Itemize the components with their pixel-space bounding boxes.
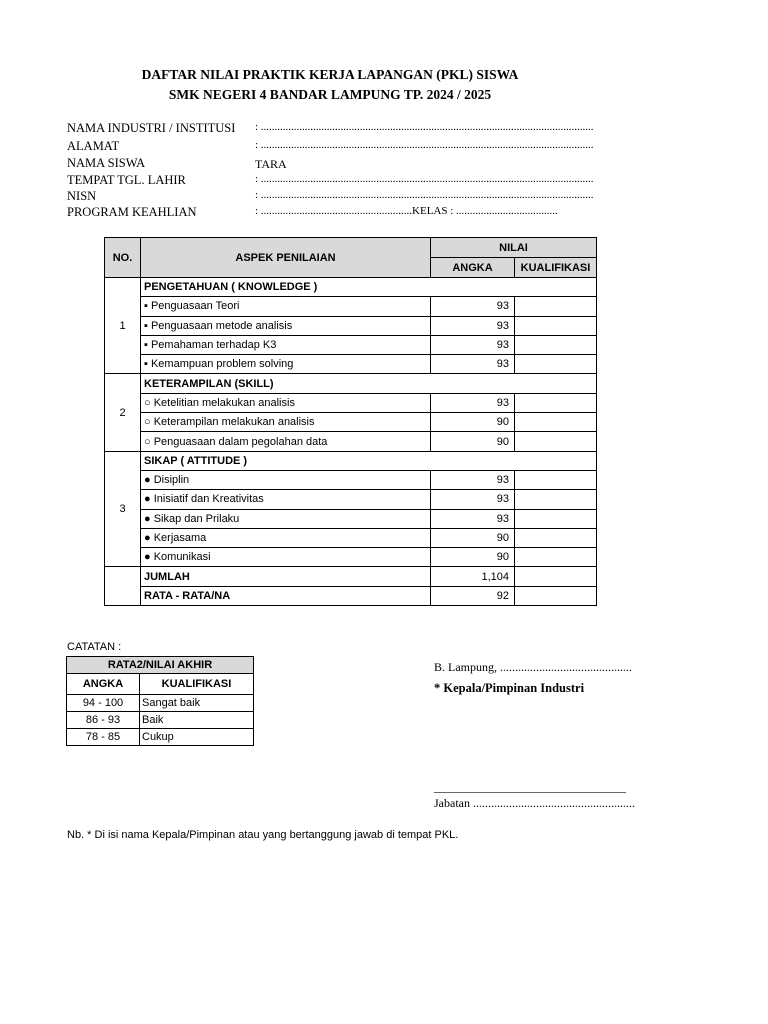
section-title: KETERAMPILAN (SKILL) — [141, 374, 597, 393]
col-header-kualifikasi: KUALIFIKASI — [515, 258, 597, 278]
grade-col-kualifikasi: KUALIFIKASI — [140, 674, 254, 695]
aspect-score: 90 — [431, 528, 515, 547]
aspect-score: 93 — [431, 316, 515, 335]
grade-range: 94 - 100 — [67, 695, 140, 712]
table-row — [105, 490, 597, 509]
jumlah-no-cell — [105, 567, 141, 586]
aspect-score: 93 — [431, 355, 515, 374]
table-row — [105, 432, 597, 451]
aspect-score: 93 — [431, 393, 515, 412]
table-row — [105, 316, 597, 335]
aspect-label: ○ Ketelitian melakukan analisis — [141, 393, 431, 412]
signature-place-date: B. Lampung, ............................................ — [434, 660, 632, 674]
grade-range: 86 - 93 — [67, 712, 140, 729]
section-number: 3 — [105, 451, 141, 567]
info-value: : ......................................................................................................................... — [255, 173, 594, 185]
grade-range: 78 - 85 — [67, 729, 140, 746]
aspect-kualifikasi — [515, 355, 597, 374]
info-label: NAMA SISWA — [67, 156, 146, 170]
rata-label: RATA - RATA/NA — [141, 586, 431, 605]
aspect-score: 93 — [431, 335, 515, 354]
section-number: 2 — [105, 374, 141, 451]
table-row — [105, 297, 597, 316]
aspect-score: 93 — [431, 490, 515, 509]
aspect-kualifikasi — [515, 297, 597, 316]
rata-kualifikasi — [515, 586, 597, 605]
grade-table-title: RATA2/NILAI AKHIR — [67, 657, 254, 674]
aspect-label: ○ Keterampilan melakukan analisis — [141, 413, 431, 432]
signature-role: * Kepala/Pimpinan Industri — [434, 681, 585, 695]
grade-kualifikasi: Baik — [140, 712, 254, 729]
aspect-score: 93 — [431, 509, 515, 528]
signature-jabatan: Jabatan ...................................................... — [434, 796, 635, 810]
aspect-label: ▪ Penguasaan Teori — [141, 297, 431, 316]
info-value: : ......................................................................................................................... — [255, 139, 594, 151]
col-header-no: NO. — [105, 238, 141, 278]
aspect-kualifikasi — [515, 548, 597, 567]
aspect-kualifikasi — [515, 413, 597, 432]
aspect-score: 93 — [431, 470, 515, 489]
table-row — [105, 528, 597, 547]
aspect-kualifikasi — [515, 470, 597, 489]
info-label: TEMPAT TGL. LAHIR — [67, 173, 186, 187]
rata-value: 92 — [431, 586, 515, 605]
section-title: PENGETAHUAN ( KNOWLEDGE ) — [141, 278, 597, 297]
col-header-nilai: NILAI — [431, 238, 597, 258]
aspect-kualifikasi — [515, 509, 597, 528]
info-label: ALAMAT — [67, 139, 120, 153]
footnote: Nb. * Di isi nama Kepala/Pimpinan atau yang bertanggung jawab di tempat PKL. — [67, 829, 459, 841]
aspect-label: ● Komunikasi — [141, 548, 431, 567]
aspect-label: ● Inisiatif dan Kreativitas — [141, 490, 431, 509]
table-row — [105, 413, 597, 432]
aspect-label: ▪ Penguasaan metode analisis — [141, 316, 431, 335]
col-header-aspek: ASPEK PENILAIAN — [141, 238, 431, 278]
aspect-score: 93 — [431, 297, 515, 316]
info-value: : ......................................................................................................................... — [255, 121, 594, 133]
document-title-line2: SMK NEGERI 4 BANDAR LAMPUNG TP. 2024 / 2025 — [168, 87, 492, 102]
catatan-label: CATATAN : — [67, 641, 122, 653]
aspect-score: 90 — [431, 548, 515, 567]
aspect-label: ● Disiplin — [141, 470, 431, 489]
info-value: : ......................................................................................................................... — [255, 189, 594, 201]
document-title-line1: DAFTAR NILAI PRAKTIK KERJA LAPANGAN (PKL) SISWA — [141, 67, 519, 82]
info-label: NISN — [67, 189, 97, 203]
rata-no-cell — [105, 586, 141, 605]
aspect-label: ▪ Pemahaman terhadap K3 — [141, 335, 431, 354]
col-header-angka: ANGKA — [431, 258, 515, 278]
aspect-kualifikasi — [515, 528, 597, 547]
aspect-label: ● Kerjasama — [141, 528, 431, 547]
info-label: NAMA INDUSTRI / INSTITUSI — [67, 121, 236, 135]
aspect-label: ▪ Kemampuan problem solving — [141, 355, 431, 374]
table-row — [105, 335, 597, 354]
aspect-score: 90 — [431, 432, 515, 451]
aspect-label: ● Sikap dan Prilaku — [141, 509, 431, 528]
aspect-label: ○ Penguasaan dalam pegolahan data — [141, 432, 431, 451]
jumlah-kualifikasi — [515, 567, 597, 586]
table-row — [105, 548, 597, 567]
table-row — [105, 393, 597, 412]
aspect-kualifikasi — [515, 490, 597, 509]
info-label: PROGRAM KEAHLIAN — [67, 205, 197, 219]
table-row — [105, 470, 597, 489]
info-value: TARA — [255, 157, 287, 171]
aspect-score: 90 — [431, 413, 515, 432]
aspect-kualifikasi — [515, 393, 597, 412]
grades-table — [104, 237, 597, 606]
info-value: : .......................................................KELAS : ..................................... — [255, 205, 558, 217]
signature-line: ________________________________ — [434, 780, 626, 794]
aspect-kualifikasi — [515, 316, 597, 335]
table-row — [105, 509, 597, 528]
table-row — [105, 355, 597, 374]
aspect-kualifikasi — [515, 432, 597, 451]
grade-col-angka: ANGKA — [67, 674, 140, 695]
grade-scale-table — [66, 656, 254, 746]
aspect-kualifikasi — [515, 335, 597, 354]
jumlah-value: 1,104 — [431, 567, 515, 586]
section-number: 1 — [105, 278, 141, 374]
grade-kualifikasi: Sangat baik — [140, 695, 254, 712]
grade-kualifikasi: Cukup — [140, 729, 254, 746]
section-title: SIKAP ( ATTITUDE ) — [141, 451, 597, 470]
jumlah-label: JUMLAH — [141, 567, 431, 586]
